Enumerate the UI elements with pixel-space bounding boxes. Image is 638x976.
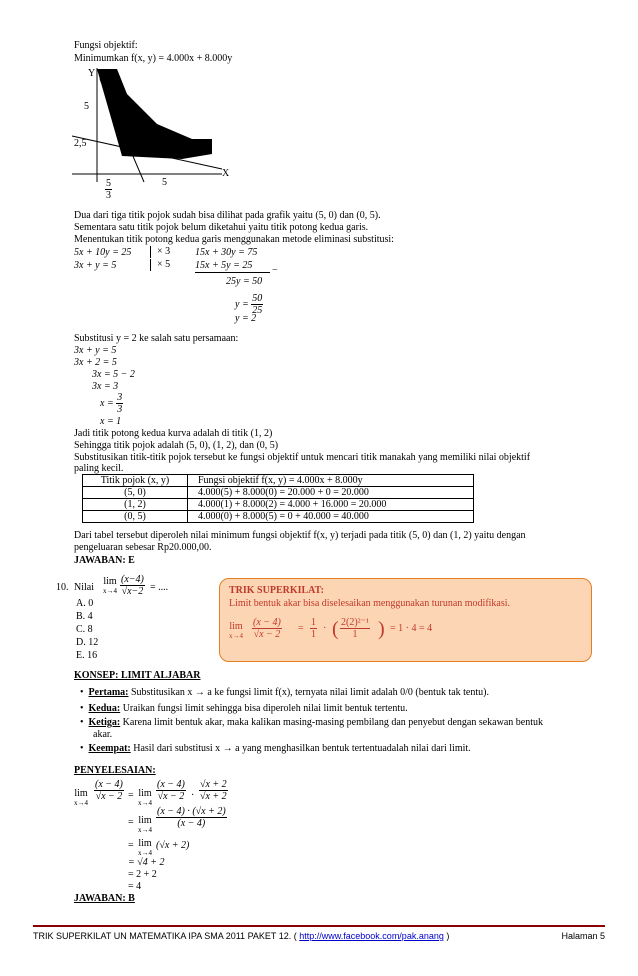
- paragraph: Substitusikan titik-titik pojok tersebut ke fungsi objektif untuk mencari titik manakah yang memiliki nilai objektif: [74, 452, 531, 463]
- solution-title: PENYELESAIAN:: [74, 765, 156, 776]
- y-axis-label: Y: [88, 68, 96, 79]
- table-cell: (0, 5): [83, 511, 188, 523]
- concept-bullet-4: • Keempat: Hasil dari substitusi x → a yang menghasilkan bentuk tertentuadalah nilai dari limit.: [80, 743, 471, 754]
- option-d: D. 12: [76, 637, 99, 648]
- paragraph: Menentukan titik potong kedua garis menggunakan metode eliminasi substitusi:: [74, 234, 394, 245]
- x-axis-label: X: [222, 168, 230, 179]
- trick-result: = 1 · 4 = 4: [390, 623, 433, 634]
- feasible-region-graph: [62, 64, 242, 204]
- paragraph: pengeluaran sebesar Rp20.000,00.: [74, 542, 212, 553]
- table-header-row: [83, 475, 474, 487]
- table-cell: (1, 2): [83, 499, 188, 511]
- option-b: B. 4: [76, 611, 93, 622]
- table-cell: 4.000(5) + 8.000(0) = 20.000 + 0 = 20.000: [188, 487, 474, 499]
- solution-limit: lim x→4: [74, 788, 88, 807]
- paragraph: Dari tabel tersebut diperoleh nilai minimum fungsi objektif f(x, y) terjadi pada titik (5, 0) dan (1, 2) yaitu dengan: [74, 530, 526, 541]
- solution-equals: =: [128, 817, 134, 828]
- paragraph: Substitusi y = 2 ke salah satu persamaan:: [74, 333, 239, 344]
- solution-step: = 4: [128, 881, 142, 892]
- table-cell: 4.000(0) + 8.000(5) = 0 + 40.000 = 40.000: [188, 511, 474, 523]
- option-e: E. 16: [76, 650, 98, 661]
- equation: 3x + y = 5: [74, 260, 117, 271]
- answer-e: JAWABAN: E: [74, 555, 135, 566]
- solution-step: = 2 + 2: [128, 869, 157, 880]
- option-c: C. 8: [76, 624, 93, 635]
- equation: 15x + 5y = 25: [195, 260, 253, 271]
- x-tick-5: 5: [162, 177, 167, 188]
- trick-title: TRIK SUPERKILAT:: [229, 585, 324, 596]
- trick-equals: =: [298, 623, 304, 634]
- trick-dot: ·: [323, 623, 327, 634]
- equation: 25y = 50: [226, 276, 263, 287]
- question-fraction: $\frac{(x-4)}{√x-2}$: [121, 574, 144, 597]
- y-tick-5: 5: [84, 101, 89, 112]
- objective-label: Fungsi objektif:: [74, 40, 138, 51]
- equation: y = $\frac{50}{25}$: [235, 293, 263, 316]
- page-number: Halaman 5: [561, 931, 605, 941]
- paragraph: Jadi titik potong kedua kurva adalah di titik (1, 2): [74, 428, 273, 439]
- footer-link[interactable]: http://www.facebook.com/pak.anang: [299, 931, 444, 941]
- equation: 3x + y = 5: [74, 345, 117, 356]
- equation: 15x + 30y = 75: [195, 247, 258, 258]
- table-cell: (5, 0): [83, 487, 188, 499]
- table-cell: 4.000(1) + 8.000(2) = 4.000 + 16.000 = 20.000: [188, 499, 474, 511]
- solution-step: = √4 + 2: [128, 857, 165, 868]
- table-row: [83, 511, 474, 523]
- solution-limit: lim x→4: [138, 788, 152, 807]
- concept-bullet-3-cont: akar.: [93, 729, 113, 740]
- trick-derivative: $\frac{\text{2(2)²⁻¹}}{1}$: [341, 617, 369, 640]
- solution-fraction: $\frac{√x + 2}{√x + 2}$: [200, 779, 227, 802]
- trick-limit: lim x→4: [229, 621, 243, 640]
- solution-dot: ·: [191, 790, 195, 801]
- equation: 5x + 10y = 25: [74, 247, 132, 258]
- equation: x = $\frac{3}{3}$: [100, 392, 123, 415]
- trick-paren-open: (: [332, 618, 339, 640]
- concept-bullet-2: • Kedua: Uraikan fungsi limit sehingga bisa diperoleh nilai limit bentuk tertentu.: [80, 703, 408, 714]
- trick-paren-close: ): [378, 618, 385, 640]
- trick-superkilat-box: [219, 578, 592, 662]
- table-header-cell: Titik pojok (x, y): [83, 475, 188, 487]
- paragraph: Dua dari tiga titik pojok sudah bisa dilihat pada grafik yaitu (5, 0) dan (0, 5).: [74, 210, 381, 221]
- equation: 3x = 3: [92, 381, 119, 392]
- divider: [195, 272, 270, 273]
- solution-step: (√x + 2): [156, 840, 190, 851]
- trick-description: Limit bentuk akar bisa diselesaikan menggunakan turunan modifikasi.: [229, 598, 511, 609]
- question-tail: = ....: [150, 582, 169, 593]
- solution-fraction: $\frac{(x - 4) \cdot (√x + 2)}{(x - 4)}$: [157, 806, 226, 829]
- solution-fraction: $\frac{(x - 4)}{√x - 2}$: [157, 779, 185, 802]
- equation: x = 1: [100, 416, 122, 427]
- equation: 3x + 2 = 5: [74, 357, 117, 368]
- solution-equals: =: [128, 840, 134, 851]
- paragraph: paling kecil.: [74, 463, 124, 474]
- limit-operator: lim x→4: [103, 576, 117, 595]
- concept-bullet-1: • Pertama: Substitusikan x → a ke fungsi limit f(x), ternyata nilai limit adalah 0/0 (bentuk tak tentu).: [80, 687, 489, 698]
- table-row: [83, 499, 474, 511]
- answer-b: JAWABAN: B: [74, 893, 135, 904]
- footer-text: TRIK SUPERKILAT UN MATEMATIKA IPA SMA 2011 PAKET 12. ( http://www.facebook.com/pak.anang ): [33, 931, 450, 941]
- trick-fraction: $\frac{(x - 4)}{√x - 2}$: [253, 617, 281, 640]
- trick-one: $\frac{1}{1}$: [311, 617, 316, 640]
- page-footer: [33, 925, 605, 941]
- objective-function: Minimumkan f(x, y) = 4.000x + 8.000y: [74, 53, 233, 64]
- concept-title: KONSEP: LIMIT ALJABAR: [74, 670, 201, 681]
- solution-limit: lim x→4: [138, 838, 152, 857]
- table-row: [83, 487, 474, 499]
- paragraph: Sementara satu titik pojok belum diketahui yaitu titik potong kedua garis.: [74, 222, 369, 233]
- multiplier: × 3: [150, 246, 170, 258]
- solution-equals: =: [128, 790, 134, 801]
- question-prompt: Nilai: [74, 582, 94, 593]
- equation: y = 2: [235, 313, 257, 324]
- equation: 3x = 5 − 2: [92, 369, 135, 380]
- y-tick-2-5: 2,5: [74, 138, 87, 149]
- option-a: A. 0: [76, 598, 94, 609]
- solution-limit: lim x→4: [138, 815, 152, 834]
- minus-sign: −: [272, 265, 278, 276]
- x-tick-5-3: $\frac{5}{3}$: [106, 178, 111, 201]
- question-number: 10.: [56, 582, 69, 593]
- paragraph: Sehingga titik pojok adalah (5, 0), (1, 2), dan (0, 5): [74, 440, 279, 451]
- concept-bullet-3: • Ketiga: Karena limit bentuk akar, maka kalikan masing-masing pembilang dan penyebut dengan sekawan bentuk: [80, 717, 543, 728]
- multiplier: × 5: [150, 259, 170, 271]
- solution-fraction: $\frac{(x - 4)}{√x - 2}$: [95, 779, 123, 802]
- corner-points-table: [82, 474, 474, 523]
- table-header-cell: Fungsi objektif f(x, y) = 4.000x + 8.000y: [188, 475, 474, 487]
